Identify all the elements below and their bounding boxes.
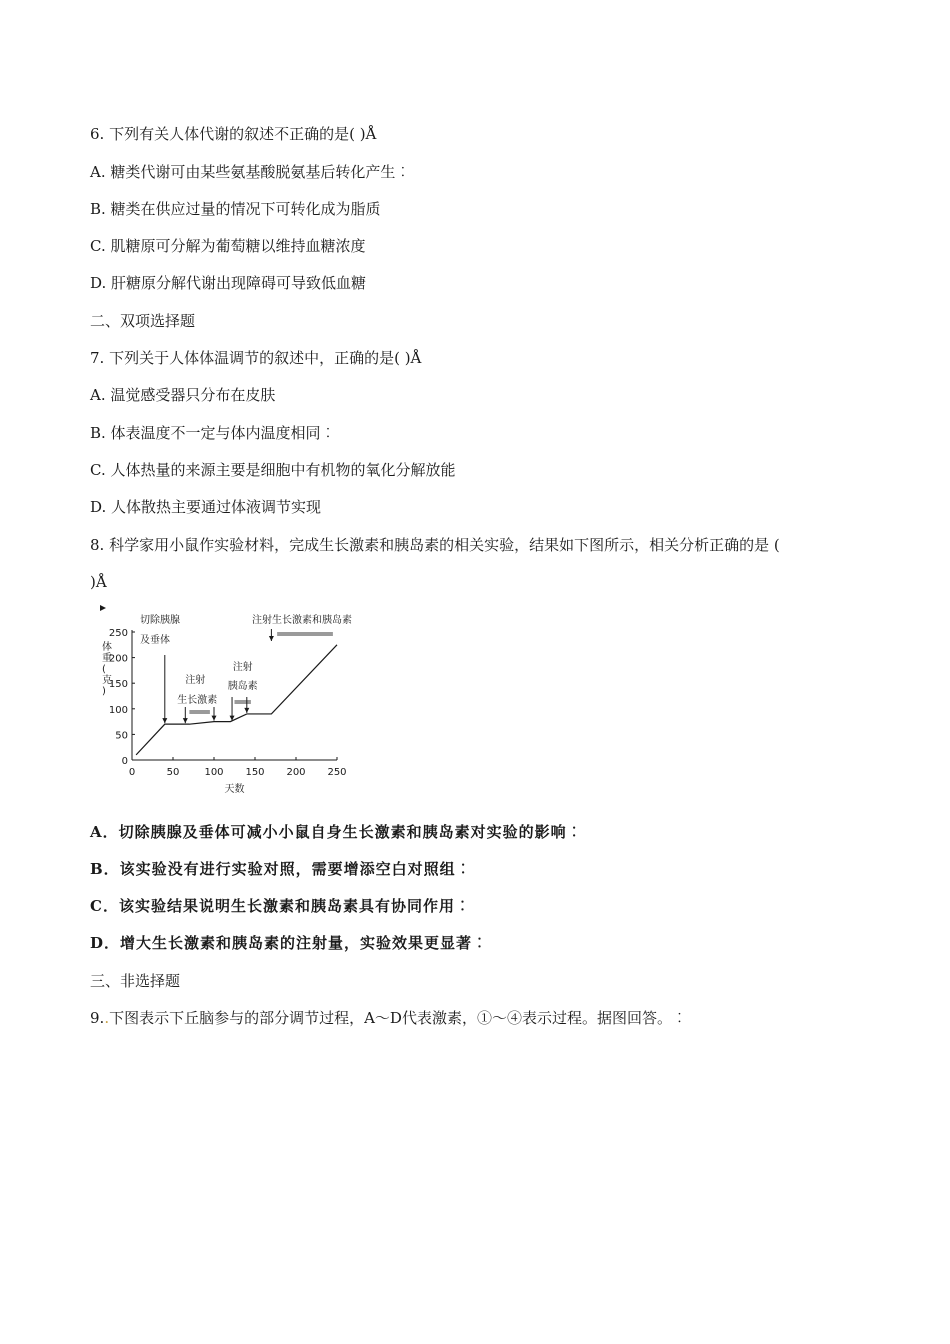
injection-bar-both (277, 632, 333, 636)
annotation-insulin-line1: 注射 (232, 662, 253, 673)
q7-option-a: A. 温觉感受器只分布在皮肤 (90, 386, 276, 404)
arrow-marker-shape (100, 605, 106, 611)
q6-option-b: B. 糖类在供应过量的情况下可转化成为脂质 (90, 200, 381, 218)
q9-number: 9. (90, 1009, 105, 1027)
y-axis-label-char: ( (102, 664, 106, 675)
y-tick-label: 50 (115, 730, 128, 742)
q7-option-b: B. 体表温度不一定与体内温度相同︰ (90, 424, 336, 442)
annotation-gh-line1: 注射 (185, 675, 206, 686)
q8-option-d: D．增大生长激素和胰岛素的注射量，实验效果更显著︰ (90, 934, 489, 952)
q6-option-a: A. 糖类代谢可由某些氨基酸脱氨基后转化产生︰ (90, 163, 411, 181)
y-tick-label: 250 (108, 628, 128, 639)
weight-chart (100, 605, 390, 800)
y-tick-label: 200 (108, 653, 128, 665)
q9-text: 下图表示下丘脑参与的部分调节过程，A～D代表激素，①～④表示过程。据图回答。︰ (109, 1009, 687, 1027)
q8-stem-line1: 8. 科学家用小鼠作实验材料，完成生长激素和胰岛素的相关实验，结果如下图所示，相关分析正确的是 ( (90, 536, 780, 554)
arrow-both-start-head (269, 636, 274, 641)
x-tick-label: 200 (286, 767, 306, 778)
annotation-surgery-line1: 切除胰腺 (140, 615, 180, 626)
y-tick-label: 150 (108, 679, 128, 691)
arrow-insulin-end-head (244, 708, 249, 713)
section-heading-3: 三、非选择题 (90, 972, 181, 990)
x-axis-label: 天数 (224, 784, 245, 795)
y-axis-label-char: ) (102, 686, 106, 697)
q8-option-a: A．切除胰腺及垂体可减小小鼠自身生长激素和胰岛素对实验的影响︰ (90, 823, 583, 841)
y-tick-label: 100 (108, 704, 128, 716)
q9-dot: . (104, 1009, 110, 1027)
q8-stem-line2: )Å (90, 573, 107, 591)
q6-option-d: D. 肝糖原分解代谢出现障碍可导致低血糖 (90, 274, 367, 292)
y-axis-label-char: 体 (102, 642, 112, 653)
arrow-surgery-head (162, 718, 167, 723)
q8-option-b: B．该实验没有进行实验对照，需要增添空白对照组︰ (90, 860, 472, 878)
annotation-surgery-line2: 及垂体 (140, 635, 170, 646)
y-axis-label-char: 克 (102, 675, 112, 686)
y-tick-label: 0 (121, 756, 128, 767)
arrow-gh-end-head (212, 716, 217, 721)
section-heading-2: 二、双项选择题 (90, 312, 196, 330)
q6-option-c: C. 肌糖原可分解为葡萄糖以维持血糖浓度 (90, 237, 366, 255)
annotation-insulin-line2: 胰岛素 (227, 681, 258, 692)
q6-stem: 6. 下列有关人体代谢的叙述不正确的是( )Å (90, 125, 377, 143)
q9-stem (90, 1008, 687, 1028)
q7-option-c: C. 人体热量的来源主要是细胞中有机物的氧化分解放能 (90, 461, 456, 479)
y-axis-label-char: 重 (102, 653, 112, 664)
q7-stem: 7. 下列关于人体体温调节的叙述中，正确的是( )Å (90, 349, 422, 367)
x-tick-label: 150 (245, 767, 265, 778)
q7-option-d: D. 人体散热主要通过体液调节实现 (90, 498, 322, 516)
x-tick-label: 250 (327, 767, 347, 778)
arrow-gh-start-head (183, 718, 188, 723)
injection-bar-gh (189, 710, 210, 714)
annotation-gh-line2: 生长激素 (177, 695, 218, 706)
q8-option-c: C．该实验结果说明生长激素和胰岛素具有协同作用︰ (90, 897, 471, 915)
x-tick-label: 0 (128, 767, 136, 778)
annotation-both-line1: 注射生长激素和胰岛素 (252, 615, 352, 626)
x-tick-label: 100 (204, 767, 224, 778)
x-tick-label: 50 (166, 767, 180, 778)
injection-bar-insulin (235, 700, 251, 704)
